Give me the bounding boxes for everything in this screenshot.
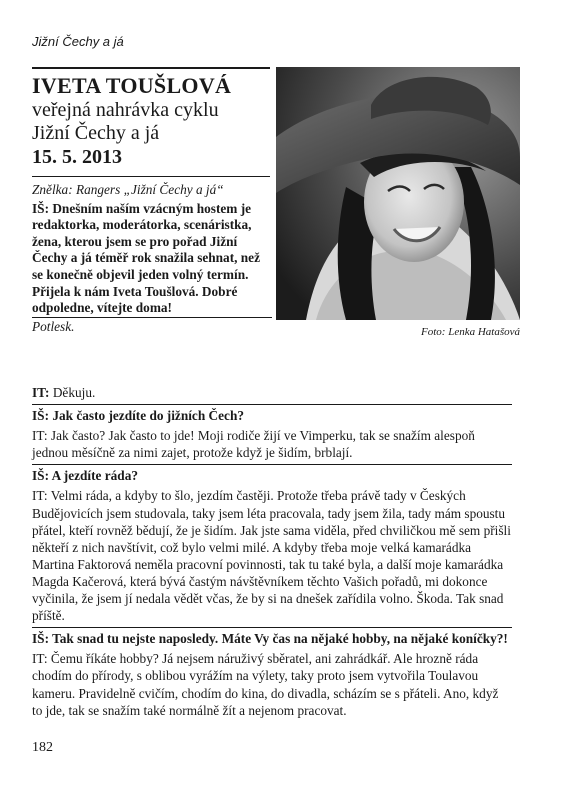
- subtitle-line-2: Jižní Čechy a já: [32, 122, 160, 144]
- speaker-label: IT:: [32, 385, 50, 400]
- intro-section: [32, 182, 272, 335]
- dialogue-text: Tak snad tu nejste naposledy. Máte Vy čas na nějaké hobby, na nějaké koníčky?!: [52, 631, 508, 647]
- page-number: 182: [32, 740, 53, 755]
- dialogue-line: [32, 384, 512, 404]
- speaker-label: IŠ:: [32, 408, 49, 424]
- applause-note: Potlesk.: [32, 317, 272, 336]
- dialogue-text: Jak často? Jak často to jde! Moji rodiče žijí ve Vimperku, tak se snažím alespoň jednou měsíčně za nimi zajet, protože když je šidím, brblají.: [32, 428, 475, 461]
- dialogue-text: A jezdíte ráda?: [51, 468, 139, 484]
- jingle-note: Znělka: Rangers „Jižní Čechy a já“: [32, 182, 224, 197]
- dialogue-question: [32, 404, 512, 427]
- speaker-label: IŠ:: [32, 631, 49, 647]
- dialogue-question: [32, 464, 512, 487]
- subtitle-line-1: veřejná nahrávka cyklu: [32, 99, 219, 121]
- dialogue-text: Děkuju.: [52, 385, 96, 400]
- dialogue-text: Jak často jezdíte do jižních Čech?: [52, 408, 244, 424]
- interview-body: [32, 384, 512, 722]
- speaker-label: IŠ:: [32, 468, 49, 484]
- speaker-label: IT:: [32, 488, 48, 504]
- running-header: Jižní Čechy a já: [32, 34, 124, 49]
- photo-credit: Foto: Lenka Hatašová: [421, 326, 520, 338]
- speaker-label: IT:: [32, 651, 48, 667]
- speaker-label: IŠ:: [32, 200, 49, 216]
- guest-name: IVETA TOUŠLOVÁ: [32, 73, 232, 98]
- dialogue-line: [32, 487, 512, 627]
- dialogue-line: [32, 427, 512, 464]
- intro-question: [32, 201, 272, 317]
- portrait-photo: [276, 67, 520, 320]
- recording-date: 15. 5. 2013: [32, 146, 122, 168]
- dialogue-text: Velmi ráda, a kdyby to šlo, jezdím častěji. Protože třeba právě tady v Českých Budějovicích jsem studovala, taky jsem léta pracovala, tady jsem žila, tady mám spoustu přátel, kteří rovněž bědují, že je šidím. Jak jste sama viděla, před chviličkou mě sem přišli někteří z nich navštívit, což bylo velmi milé. A kdyby třeba moje velká kamarádka Martina Faktorová neměla pracovní povinnosti, tak tu také byla, a další moje kamarádka Magda Kačerová, která bývá častým návštěvníkem těchto Vašich pořadů, mi dokonce vyčinila, že jsem jí nedala vědět včas, že by si na dnešek zařídila volno. Škoda. Tak snad příště.: [32, 488, 511, 624]
- intro-text: Dnešním naším vzácným hostem je redaktorka, moderátorka, scenáristka, žena, kterou jsem se pro pořad Jižní Čechy a já téměř rok snažila sehnat, než se konečně objevil jeden volný termín. Přijela k nám Iveta Toušlová. Dobré odpoledne, vítejte doma!: [32, 200, 260, 316]
- dialogue-text: Čemu říkáte hobby? Já nejsem náruživý sběratel, ani zahrádkář. Ale hrozně ráda chodím do přírody, s oblibou vyrážím na výlety, taky proto jsem vytvořila Toulavou kameru. Pravidelně cvičím, chodím do kina, do divadla, scházím se s přáteli. Ano, když to jde, tak se snažím také normálně žít a nejenom pracovat.: [32, 651, 499, 718]
- speaker-label: IT:: [32, 428, 48, 444]
- dialogue-line: [32, 650, 512, 721]
- article-title-block: [32, 67, 270, 177]
- dialogue-question: [32, 627, 512, 650]
